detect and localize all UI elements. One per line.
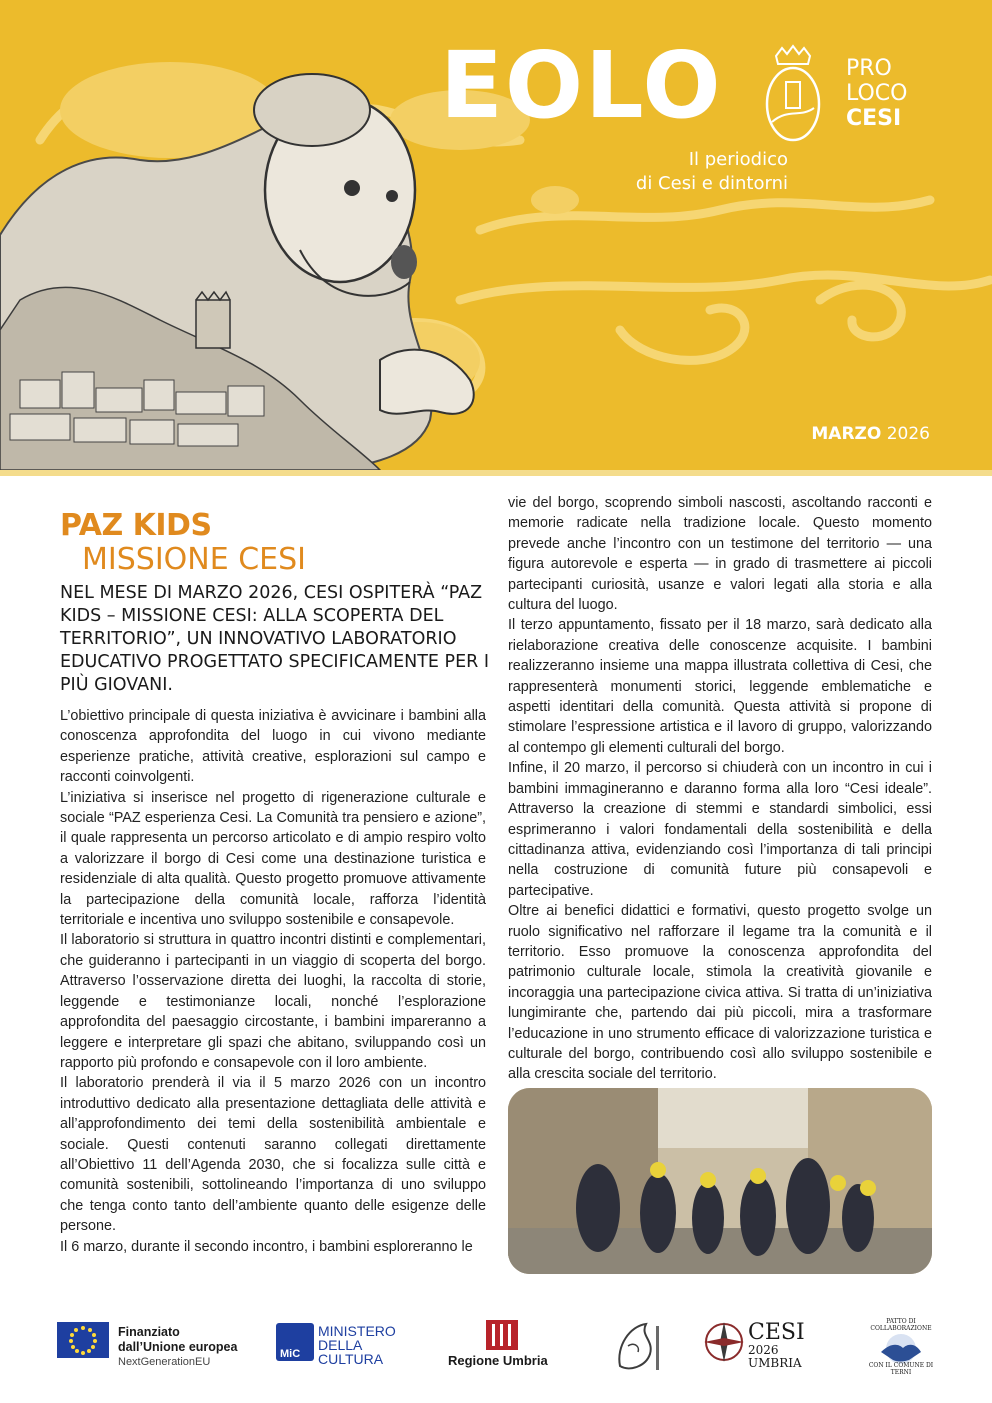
regione-umbria-logo: Regione Umbria [448, 1353, 548, 1368]
masthead-title: EOLO [440, 32, 723, 139]
tagline [560, 148, 788, 196]
pro-loco-line1: PRO [846, 56, 892, 81]
tagline-line1: Il periodico [688, 149, 788, 170]
paragraph: L’obiettivo principale di questa iniziativa è avvicinare i bambini alla conoscenza approfondita del luogo in cui vivono mediante esperienze pratiche, attività creative, esplorazioni sul campo e racconti coinvolgenti. [60, 708, 486, 786]
eu-line2: dall’Unione europea [118, 1340, 238, 1354]
mic-line2: DELLA [318, 1337, 363, 1353]
article-kicker: PAZ KIDS [60, 508, 212, 543]
regione-umbria-icon [482, 1318, 522, 1352]
paragraph: Il 6 marzo, durante il secondo incontro, i bambini esploreranno le [60, 1238, 473, 1255]
pro-loco-crest-icon [758, 44, 828, 144]
ministry-culture-logo [318, 1324, 396, 1366]
article-column-left [60, 706, 486, 1257]
cesi26-line3: UMBRIA [748, 1356, 802, 1370]
issue-date [811, 424, 930, 444]
pro-loco-name [846, 56, 907, 131]
paragraph: Infine, il 20 marzo, il percorso si chiuderà con un incontro in cui i bambini immagineranno e daranno forma alla loro “Cesi ideale”. Attraverso la creazione di stemmi e standardi simbolici, essi esprimeranno i valori fondamentali della sostenibilità e della cittadinanza attiva, evidenziando così l’importanza di tali principi nella costruzione di comunità future più consapevoli e partecipative. [508, 760, 932, 899]
paragraph: L’iniziativa si inserisce nel progetto di rigenerazione culturale e sociale “PAZ esperienza Cesi. La Comunità tra pensiero e azione”, il quale rappresenta un percorso articolato e di ampio respiro volto a valorizzare il borgo di Cesi come una destinazione turistica e residenziale di alta qualità. Questo progetto promuove attivamente la partecipazione della comunità locale, rafforza l’identità territoriale e incentiva uno sviluppo sostenibile e consapevole. [60, 789, 486, 929]
masthead-banner [0, 0, 992, 470]
mic-badge: MiC [280, 1348, 301, 1360]
mic-line1: MINISTERO [318, 1323, 396, 1339]
eu-line1: Finanziato [118, 1325, 180, 1339]
pro-loco-line3: CESI [846, 106, 902, 131]
eu-line3: NextGenerationEU [118, 1356, 211, 1368]
cesi-2026-compass-icon [702, 1320, 746, 1364]
issue-month: MARZO [811, 424, 882, 444]
comune-di-terni-dragon-icon [610, 1316, 664, 1378]
paragraph: vie del borgo, scoprendo simboli nascosti, ascoltando racconti e memorie radicate nella tradizione locale. Questo momento prevede anche l’incontro con un testimone del territorio — una figura autorevole e esperta — in grado di trasmettere ai piccoli partecipanti curiosità, usanze e valori legati alla storia e alla cultura del luogo. [508, 495, 932, 614]
handshake-icon [873, 1332, 929, 1366]
mic-line3: CULTURA [318, 1351, 384, 1367]
paragraph: Il terzo appuntamento, fissato per il 18 marzo, sarà dedicato alla rielaborazione creativa delle conoscenze acquisite. I bambini realizzeranno insieme una mappa illustrata collettiva di Cesi, che rappresenterà monumenti storici, leggende emblematiche e aspetti identitari della comunità. Questa attività si propone di stimolare l’espressione artistica e il lavoro di gruppo, valorizzando al contempo gli elementi culturali del borgo. [508, 617, 932, 756]
cesi26-line1: CESI [748, 1320, 805, 1345]
cesi-2026-logo [748, 1322, 805, 1370]
eu-funding-logo [118, 1325, 237, 1370]
paragraph: Il laboratorio prenderà il via il 5 marzo 2026 con un incontro introduttivo dedicato alla presentazione dettagliata delle attività e all’approfondimento dei temi della sostenibilità ambientale e sociale. Questi contenuti saranno collegati direttamente all’Obiettivo 11 dell’Agenda 2030, che si focalizza sulle città e comunità sostenibili, sottolineando l’importanza di uno sviluppo che tenga conto tanto dell’ambiente quanto delle esigenze delle persone. [60, 1075, 486, 1235]
article-column-right [508, 493, 932, 1085]
eu-flag-icon [57, 1322, 109, 1358]
pro-loco-line2: LOCO [846, 81, 908, 106]
article-lede: NEL MESE DI MARZO 2026, CESI OSPITERÀ “PAZ KIDS – MISSIONE CESI: ALLA SCOPERTA DEL TERRITORIO”, UN INNOVATIVO LABORATORIO EDUCATIVO PROGETTATO SPECIFICAMENTE PER I PIÙ GIOVANI. [60, 583, 490, 695]
issue-year: 2026 [886, 424, 930, 444]
tagline-line2: di Cesi e dintorni [635, 173, 788, 194]
patto-top-text: PATTO DI COLLABORAZIONE [870, 1318, 932, 1332]
paragraph: Oltre ai benefici didattici e formativi, questo progetto svolge un ruolo significativo nel rafforzare il legame tra la comunità e il territorio. Esso promuove la conoscenza approfondita del patrimonio culturale locale, stimola la creatività giovanile e incoraggia una partecipazione civica attiva. Si tratta di un’iniziativa lungimirante che, partendo dai più piccoli, mira a trasformare l’educazione in uno strumento efficace di valorizzazione turistica e culturale del borgo, contribuendo così allo sviluppo sostenibile e alla crescita sociale del territorio. [508, 903, 932, 1083]
paragraph: Il laboratorio si struttura in quattro incontri distinti e complementari, che guideranno i partecipanti in un viaggio di scoperta del borgo. Attraverso l’osservazione diretta dei luoghi, la raccolta di storie, leggende e testimonianze locali, nonché l’esplorazione approfondita del paesaggio circostante, i bambini impareranno a leggere e interpretare gli spazi che abitano, sviluppando così un rapporto più profondo e consapevole con il loro ambiente. [60, 932, 486, 1071]
cesi26-line2: 2026 [748, 1343, 779, 1357]
children-group-photo [508, 1088, 932, 1274]
article-title: MISSIONE CESI [82, 542, 307, 577]
patto-collaborazione-logo [866, 1318, 936, 1376]
header-divider [0, 470, 992, 476]
patto-bottom-text: CON IL COMUNE DI TERNI [868, 1362, 934, 1376]
